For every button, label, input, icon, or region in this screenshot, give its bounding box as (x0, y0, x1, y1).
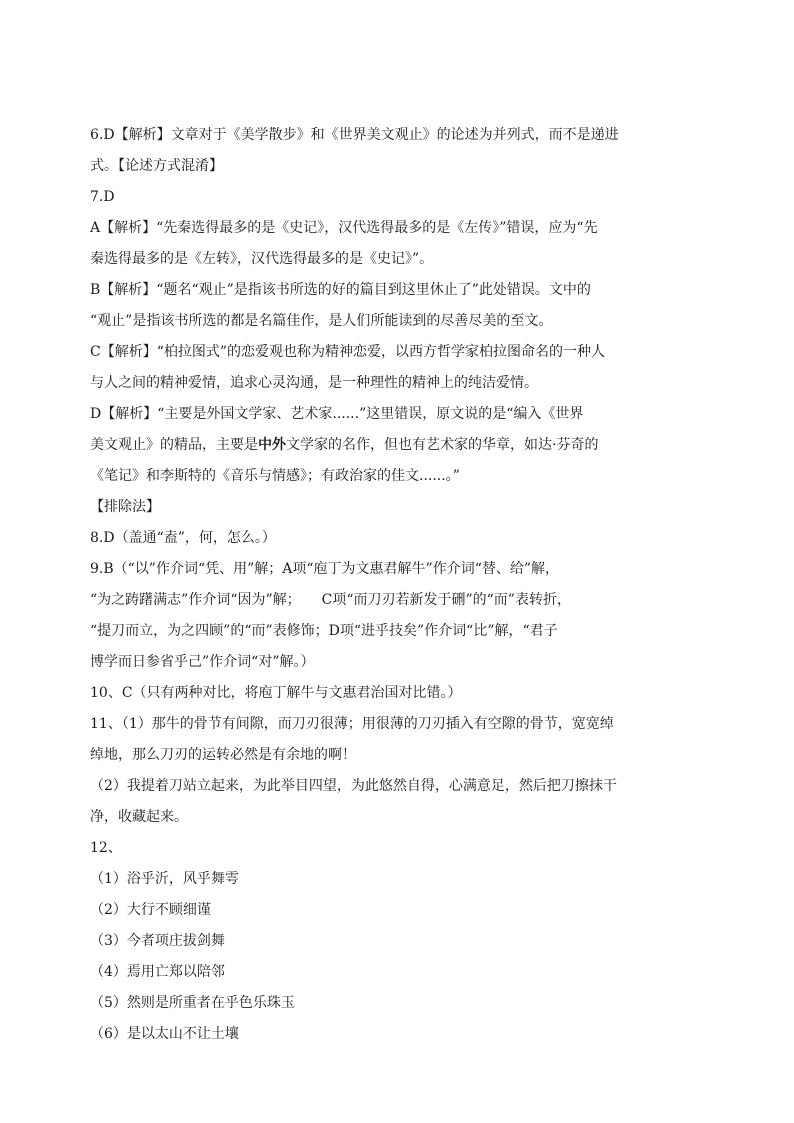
answer-content (90, 120, 710, 1050)
text-line (90, 1019, 710, 1050)
text-run: 7.D (90, 189, 115, 205)
text-run: 绰地，那么刀刃的运转必然是有余地的啊！ (90, 747, 356, 763)
text-run: D【解析】“主要是外国文学家、艺术家......”这里错误，原文说的是“编入《世界 (90, 406, 584, 422)
text-run: 《笔记》和李斯特的《音乐与情感》；有政治家的佳文......。” (90, 468, 460, 484)
text-run: C【解析】“柏拉图式”的恋爱观也称为精神恋爱，以西方哲学家柏拉图命名的一种人 (90, 344, 606, 360)
text-run: 文学家的名作，但也有艺术家的华章，如达·芬奇的 (286, 437, 599, 453)
text-run: 6.D【解析】文章对于《美学散步》和《世界美文观止》的论述为并列式，而不是递进 (90, 127, 619, 143)
text-run: 净，收藏起来。 (90, 809, 188, 825)
text-run: （2）大行不顾细谨 (90, 902, 211, 918)
text-run: A【解析】“先秦选得最多的是《史记》，汉代选得最多的是《左传》”错误，应为“先 (90, 220, 598, 236)
text-line (90, 275, 710, 306)
text-line (90, 988, 710, 1019)
text-line (90, 864, 710, 895)
text-line (90, 523, 710, 554)
text-run: 秦选得最多的是《左转》，汉代选得最多的是《史记》”。 (90, 251, 434, 267)
text-run: （6）是以太山不让土壤 (90, 1026, 239, 1042)
text-run: 9.B（“以”作介词“凭、用”解；A项“庖丁为文惠君解牛”作介词“替、给”解， (90, 561, 560, 577)
text-line (90, 213, 710, 244)
text-line (90, 647, 710, 678)
text-line (90, 461, 710, 492)
text-run: 11、（1）那牛的骨节有间隙，而刀刃很薄；用很薄的刀刃插入有空隙的骨节，宽宽绰 (90, 716, 614, 732)
text-line (90, 120, 710, 151)
text-line (90, 771, 710, 802)
text-run: 式。【论述方式混淆】 (90, 158, 223, 174)
text-line (90, 740, 710, 771)
text-line (90, 833, 710, 864)
text-run: “为之踌躇满志”作介词“因为”解； C项“而刀刃若新发于硎”的“而”表转折， (90, 592, 571, 608)
text-run: 10、C（只有两种对比，将庖丁解牛与文惠君治国对比错。） (90, 685, 462, 701)
bold-text-run: 中外 (258, 437, 286, 453)
text-run: 12、 (90, 840, 122, 856)
text-run: （5）然则是所重者在乎色乐珠玉 (90, 995, 295, 1011)
text-run: “观止”是指该书所选的都是名篇佳作，是人们所能读到的尽善尽美的至文。 (90, 313, 553, 329)
text-line (90, 244, 710, 275)
text-line (90, 926, 710, 957)
text-run: （4）焉用亡郑以陪邻 (90, 964, 225, 980)
text-run: 与人之间的精神爱情，追求心灵沟通，是一种理性的精神上的纯洁爱情。 (90, 375, 538, 391)
text-line (90, 151, 710, 182)
text-run: （1）浴乎沂，风乎舞雩 (90, 871, 239, 887)
text-run: 8.D（盖通“盍”，何，怎么。） (90, 530, 276, 546)
text-line (90, 337, 710, 368)
text-run: 美文观止》的精品，主要是 (90, 437, 258, 453)
text-line (90, 368, 710, 399)
text-run: （2）我提着刀站立起来，为此举目四望，为此悠然自得，心满意足，然后把刀擦抹干 (90, 778, 617, 794)
text-line (90, 802, 710, 833)
text-line (90, 616, 710, 647)
text-line (90, 709, 710, 740)
text-run: 博学而日参省乎己”作介词“对”解。） (90, 654, 315, 670)
text-run: B【解析】“题名“观止”是指该书所选的好的篇目到这里休止了”此处错误。文中的 (90, 282, 591, 298)
text-line (90, 957, 710, 988)
text-line (90, 306, 710, 337)
text-line (90, 585, 710, 616)
text-line (90, 554, 710, 585)
text-line (90, 182, 710, 213)
text-run: （3）今者项庄拔剑舞 (90, 933, 225, 949)
text-run: 【排除法】 (90, 499, 160, 515)
text-run: “提刀而立，为之四顾”的“而”表修饰；D项“进乎技矣”作介词“比”解，“君子 (90, 623, 558, 639)
text-line (90, 430, 710, 461)
text-line (90, 895, 710, 926)
text-line (90, 678, 710, 709)
text-line (90, 492, 710, 523)
text-line (90, 399, 710, 430)
